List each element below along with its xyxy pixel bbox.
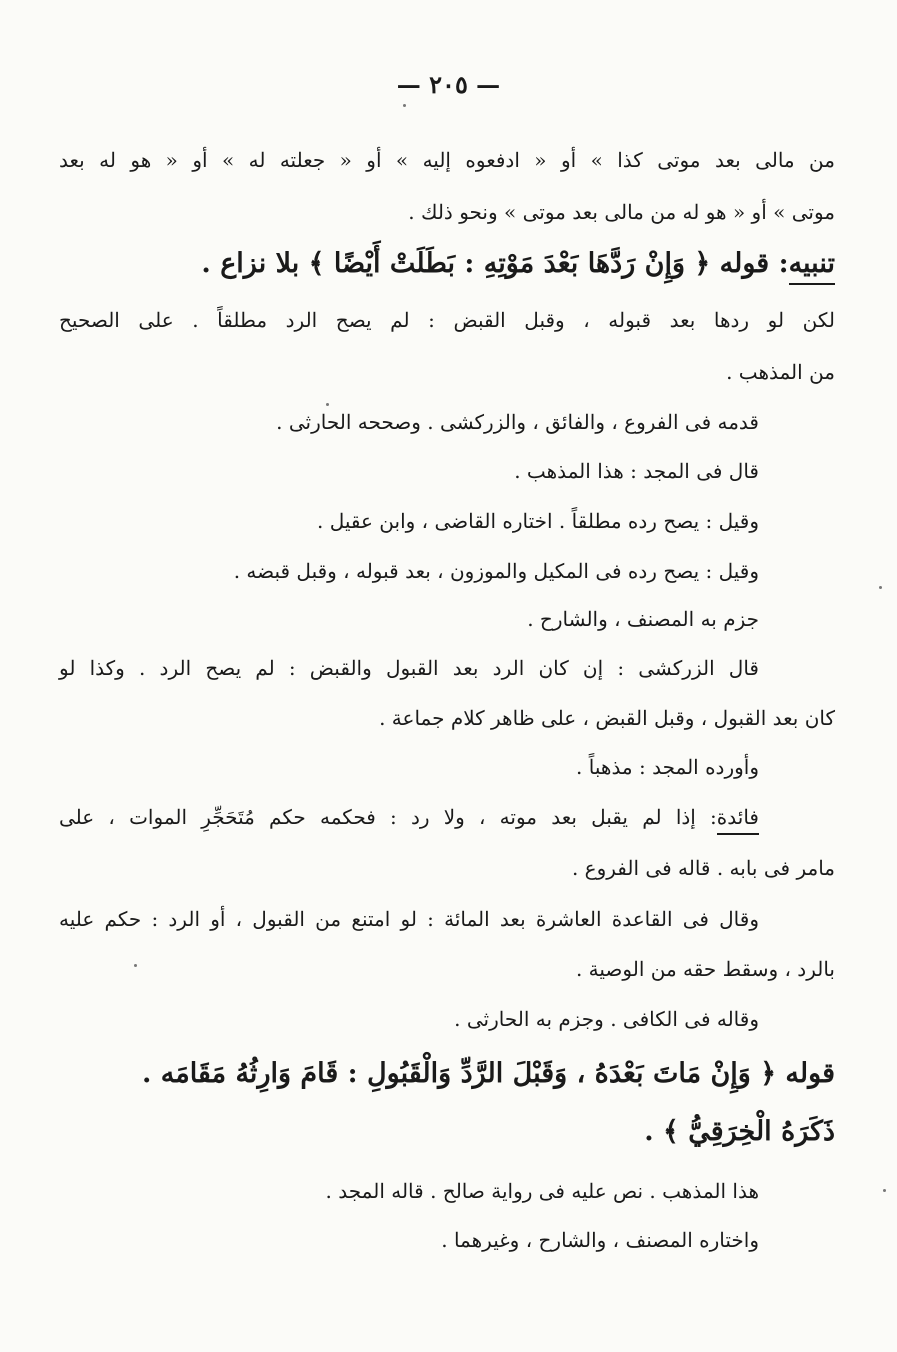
text-line: وأورده المجد : مذهباً . (576, 755, 759, 779)
qawluhu-line-1: قوله ﴿ وَإِنْ مَاتَ بَعْدَهُ ، وَقَبْلَ الرَّدِّ وَالْقَبُولِ : قَامَ وَارِثُهُ مَقَامَه . (141, 1058, 835, 1089)
paper-speck (883, 1189, 886, 1192)
text-line: جزم به المصنف ، والشارح . (527, 607, 759, 631)
text-line: كان بعد القبول ، وقبل القبض ، على ظاهر كلام جماعة . (379, 706, 835, 730)
tanbih-text: : قوله ﴿ وَإِنْ رَدَّهَا بَعْدَ مَوْتِهِ : بَطَلَتْ أَيْضًا ﴾ بلا نزاع . (201, 248, 789, 279)
text-line: وقيل : يصح رده فى المكيل والموزون ، بعد قبوله ، وقبل قبضه . (233, 559, 759, 583)
text-line: بالرد ، وسقط حقه من الوصية . (575, 957, 835, 981)
text-line: وقاله فى الكافى . وجزم به الحارثى . (454, 1007, 759, 1031)
text-line: وقال فى القاعدة العاشرة بعد المائة : لو امتنع من القبول ، أو الرد : حكم عليه (59, 907, 759, 931)
text-line: وقيل : يصح رده مطلقاً . اختاره القاضى ، وابن عقيل . (317, 509, 759, 533)
text-line: قال الزركشى : إن كان الرد بعد القبول والقبض : لم يصح الرد . وكذا لو (59, 656, 759, 680)
qawluhu-line-2: ذَكَرَهُ الْخِرَقِيُّ ﴾ . (644, 1116, 835, 1147)
faida-text: : إذا لم يقبل بعد موته ، ولا رد : فحكمه حكم مُتَحَجِّرِ الموات ، على (59, 805, 717, 829)
text-line: واختاره المصنف ، والشارح ، وغيرهما . (441, 1228, 759, 1252)
text-line: قدمه فى الفروع ، والفائق ، والزركشى . وصححه الحارثى . (276, 410, 759, 434)
faida-line (59, 802, 759, 832)
text-line: من مالى بعد موتى كذا » أو « ادفعوه إليه » أو « جعلته له » أو « هو له بعد (59, 148, 835, 172)
paper-speck (326, 403, 329, 406)
tanbih-heading (59, 244, 835, 284)
text-line: هذا المذهب . نص عليه فى رواية صالح . قاله المجد . (325, 1179, 759, 1203)
text-line: لكن لو ردها بعد قبوله ، وقبل القبض : لم يصح الرد مطلقاً . على الصحيح (59, 308, 835, 332)
tanbih-label: تنبيه (789, 248, 835, 285)
text-line: موتى » أو « هو له من مالى بعد موتى » ونحو ذلك . (408, 200, 835, 224)
paper-speck (403, 104, 406, 107)
text-line: مامر فى بابه . قاله فى الفروع . (571, 856, 835, 880)
page-number: — ٢٠٥ — (396, 70, 501, 99)
paper-speck (879, 586, 882, 589)
text-line: من المذهب . (726, 360, 835, 384)
paper-speck (134, 964, 137, 967)
text-line: قال فى المجد : هذا المذهب . (514, 459, 759, 483)
faida-label: فائدة (717, 805, 759, 835)
